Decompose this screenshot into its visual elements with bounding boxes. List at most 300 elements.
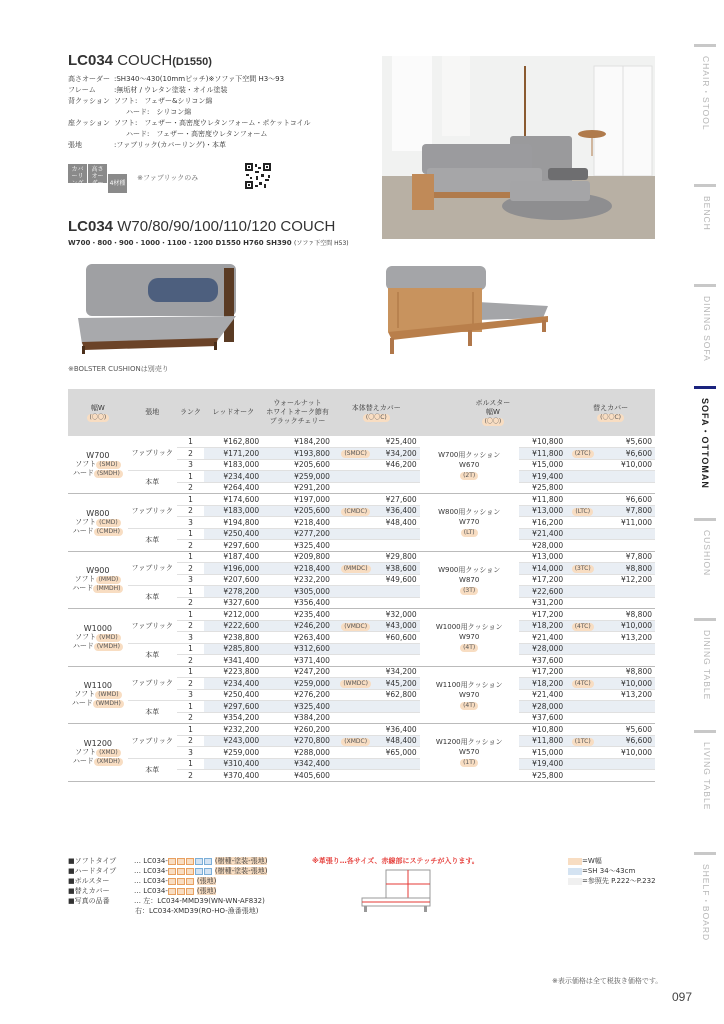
size-cell [68,609,128,667]
cover-price: ¥34,200 [378,666,419,678]
replace-code-cell [566,586,599,598]
replace-code: (4TC) [572,623,594,631]
replace-price: ¥10,000 [599,678,655,690]
replace-price: ¥10,000 [599,459,655,471]
legend-row [68,896,267,906]
size-cell [68,436,128,494]
swatch-icon [168,887,195,895]
hard-code-badge: (VMDH) [94,643,123,651]
header-cover: 本体替えカバー (〇〇C) [333,389,420,436]
walnut-price: ¥209,800 [262,551,333,563]
spec-list [68,74,311,151]
legend-value: … LC034- [134,877,168,885]
replace-code-cell [566,620,599,632]
cover-code-cell [333,448,378,460]
rank-cell: 1 [177,643,205,655]
rank-cell: 3 [177,574,205,586]
material-leather: 本革 [128,471,177,494]
legend-row [68,886,267,896]
legend-label: ■写真の品番 [68,897,110,905]
cover-code-cell [333,471,378,483]
spec-value: ソフト: フェザー&シリコン綿 [114,97,213,105]
table-row [68,551,655,563]
hard-label: ハード [71,699,93,708]
material-leather: 本革 [128,758,177,781]
hard-code [71,699,125,708]
cover-price [378,701,419,713]
sidebar-item-dining-sofa[interactable]: DINING SOFA [702,296,712,362]
cover-code-cell [333,712,378,724]
spec-row [68,129,311,140]
soft-code [71,690,125,699]
cover-price: ¥32,000 [378,609,419,621]
oak-price: ¥238,800 [204,632,262,644]
material-leather: 本革 [128,643,177,666]
cover-price: ¥48,400 [378,517,419,529]
bolster-width: W670 [459,460,480,469]
sidebar-marker [694,184,716,187]
walnut-price: ¥325,400 [262,540,333,552]
bolster-price: ¥25,800 [519,482,566,494]
replace-code-cell [566,563,599,575]
rank-cell: 3 [177,517,205,529]
replace-code-cell [566,494,599,506]
qr-code-icon[interactable] [244,162,272,190]
rank-cell: 2 [177,505,205,517]
soft-label: ソフト [75,632,97,641]
rank-cell: 3 [177,747,205,759]
replace-price: ¥13,200 [599,689,655,701]
bolster-name: W900用クッション [438,565,501,574]
replace-price: ¥6,600 [599,494,655,506]
dims-note: (ソファ下空間 H53) [294,240,349,247]
bolster-code: (4T) [460,644,478,652]
soft-code-badge: (WMD) [95,691,121,699]
bolster-name: W1100用クッション [435,680,503,689]
cover-price: ¥60,600 [378,632,419,644]
oak-price: ¥162,800 [204,436,262,448]
bolster-price: ¥19,400 [519,471,566,483]
replace-price: ¥12,200 [599,574,655,586]
legend-row [68,866,267,876]
subtitle-rest: W70/80/90/100/110/120 COUCH [117,218,336,235]
bolster-price: ¥17,200 [519,574,566,586]
rank-cell: 1 [177,758,205,770]
tag-covering: カバーリング [68,164,87,183]
soft-code [71,633,125,642]
cover-price: ¥27,600 [378,494,419,506]
footer-note: ※表示価格は全て税抜き価格です。 [552,977,663,985]
walnut-price: ¥384,200 [262,712,333,724]
bolster-price: ¥11,800 [519,448,566,460]
walnut-price: ¥246,200 [262,620,333,632]
sidebar-item-chair-stool[interactable]: CHAIR・STOOL [701,56,711,131]
price-table [68,389,655,782]
oak-price: ¥310,400 [204,758,262,770]
bolster-width: W770 [459,518,480,527]
replace-price: ¥7,800 [599,551,655,563]
bolster-price: ¥10,800 [519,436,566,448]
spec-label: 背クッション [68,97,110,105]
sidebar-item-bench[interactable]: BENCH [702,196,712,231]
walnut-price: ¥263,400 [262,632,333,644]
rank-cell: 2 [177,597,205,609]
replace-code-cell [566,540,599,552]
spec-label: 高さオーダー [68,75,110,83]
bolster-price: ¥37,600 [519,655,566,667]
hard-label: ハード [72,526,94,535]
dims-text: W700・800・900・1000・1100・1200 D1550 H760 SH390 [68,239,292,247]
oak-price: ¥232,200 [204,724,262,736]
size-cell [68,724,128,782]
rank-cell: 1 [177,551,205,563]
oak-price: ¥223,800 [204,666,262,678]
cover-code-cell [333,563,378,575]
hard-code [71,584,125,593]
hard-code-badge: (MMDH) [93,585,123,593]
walnut-price: ¥259,000 [262,678,333,690]
table-row [68,701,655,713]
oak-price: ¥222,600 [204,620,262,632]
cover-code: (XMDC) [341,738,370,746]
size-label: W800 [86,508,110,518]
cover-price: ¥48,400 [378,735,419,747]
bolster-price: ¥14,000 [519,563,566,575]
replace-code: (4TC) [572,680,594,688]
size-cell [68,551,128,609]
walnut-price: ¥235,400 [262,609,333,621]
cover-code-cell [333,701,378,713]
spec-row [68,118,311,129]
title-dim: (D1550) [172,56,212,68]
material-leather: 本革 [128,701,177,724]
cover-code-cell [333,517,378,529]
dimensions [68,238,349,249]
table-row [68,643,655,655]
cover-price [378,540,419,552]
oak-price: ¥194,800 [204,517,262,529]
spec-row [68,96,311,107]
replace-code-cell [566,735,599,747]
rank-cell: 1 [177,609,205,621]
product-subtitle [68,218,335,235]
bolster-code: (1T) [460,759,478,767]
material-fabric: ファブリック [128,494,177,529]
bolster-price: ¥13,000 [519,551,566,563]
swatch-icon [168,867,213,875]
replace-price [599,701,655,713]
spec-row [68,107,311,118]
rank-cell: 1 [177,436,205,448]
replace-price [599,528,655,540]
walnut-price: ¥247,200 [262,666,333,678]
oak-price: ¥187,400 [204,551,262,563]
bolster-price: ¥10,800 [519,724,566,736]
walnut-price: ¥205,600 [262,505,333,517]
cover-price [378,597,419,609]
room-photo [382,56,655,239]
replace-price [599,655,655,667]
product-title [68,52,212,69]
replace-price: ¥11,000 [599,517,655,529]
cover-price [378,770,419,782]
legend-value: … LC034- [134,857,168,865]
walnut-price: ¥232,200 [262,574,333,586]
material-leather: 本革 [128,586,177,609]
key-text: =SH 34〜43cm [582,867,636,875]
replace-code-cell [566,678,599,690]
walnut-price: ¥371,400 [262,655,333,667]
bolster-note: ※BOLSTER CUSHIONは別売り [68,365,169,373]
walnut-price: ¥270,800 [262,735,333,747]
oak-price: ¥207,600 [204,574,262,586]
replace-code: (1TC) [572,738,594,746]
title-model: LC034 [68,52,114,69]
replace-code-cell [566,712,599,724]
replace-price [599,586,655,598]
cover-price: ¥62,800 [378,689,419,701]
legend-note: (張地) [196,877,217,885]
cover-code: (SMDC) [341,450,369,458]
legend-value: … 左：LC034-MMD39(WN-WN-AF832) [134,897,265,905]
cover-code-cell [333,494,378,506]
cover-price: ¥38,600 [378,563,419,575]
cover-code-cell [333,678,378,690]
replace-code-cell [566,689,599,701]
rank-cell: 2 [177,678,205,690]
rank-cell: 2 [177,563,205,575]
legend-row [68,856,267,866]
walnut-price: ¥218,400 [262,517,333,529]
bolster-price: ¥21,400 [519,632,566,644]
legend-extra: 右：LC034-XMD39(RO-HO-漁番張地) [135,907,259,915]
spec-label: 張地 [68,141,82,149]
walnut-price: ¥184,200 [262,436,333,448]
bolster-price: ¥22,600 [519,586,566,598]
tag-note: ※ファブリックのみ [137,174,199,182]
cover-price [378,655,419,667]
oak-price: ¥264,400 [204,482,262,494]
bolster-price: ¥16,200 [519,517,566,529]
soft-code-badge: (XMD) [96,749,121,757]
spec-row [68,74,311,85]
bolster-price: ¥28,000 [519,643,566,655]
replace-code-cell [566,643,599,655]
bolster-price: ¥21,400 [519,528,566,540]
spec-label: 座クッション [68,119,110,127]
replace-code-cell [566,724,599,736]
bolster-price: ¥37,600 [519,712,566,724]
oak-price: ¥285,800 [204,643,262,655]
bolster-name-cell [420,494,519,552]
rank-cell: 1 [177,724,205,736]
oak-price: ¥250,400 [204,528,262,540]
bolster-name: W700用クッション [438,450,501,459]
size-label: W1100 [83,681,113,691]
hard-code [71,469,125,478]
bolster-price: ¥15,000 [519,747,566,759]
soft-code [71,575,125,584]
bolster-price: ¥17,200 [519,666,566,678]
replace-price [599,712,655,724]
legend-label: ■ソフトタイプ [68,857,117,865]
bolster-width: W970 [459,690,480,699]
sidebar-item-cushion[interactable]: CUSHION [702,530,712,577]
hard-code-badge: (CMDH) [94,528,123,536]
replace-code-cell [566,517,599,529]
cover-price [378,643,419,655]
replace-code: (2TC) [572,450,594,458]
bolster-price: ¥15,000 [519,459,566,471]
oak-price: ¥370,400 [204,770,262,782]
oak-price: ¥259,000 [204,747,262,759]
tag-row [68,164,198,193]
material-fabric: ファブリック [128,724,177,759]
cover-price [378,528,419,540]
replace-code-cell [566,701,599,713]
bolster-name-cell [420,724,519,782]
oak-price: ¥243,000 [204,735,262,747]
replace-code-cell [566,655,599,667]
walnut-price: ¥260,200 [262,724,333,736]
legend-note: (張地) [196,887,217,895]
table-row [68,609,655,621]
sidebar-item-shelf-board[interactable]: SHELF・BOARD [701,864,711,942]
walnut-price: ¥197,000 [262,494,333,506]
soft-code-badge: (VMD) [96,634,121,642]
legend-label: ■ボルスター [68,877,110,885]
oak-price: ¥327,600 [204,597,262,609]
replace-code-cell [566,436,599,448]
replace-code-cell [566,597,599,609]
cover-price: ¥29,800 [378,551,419,563]
rank-cell: 2 [177,655,205,667]
cover-code-cell [333,586,378,598]
rank-cell: 2 [177,540,205,552]
cover-price [378,471,419,483]
sidebar-marker [694,618,716,621]
cover-code-cell [333,747,378,759]
oak-price: ¥297,600 [204,540,262,552]
key-row [568,866,656,876]
sidebar-marker [694,518,716,521]
bolster-name-cell [420,609,519,667]
replace-price [599,597,655,609]
hard-code [71,757,125,766]
cover-code-cell [333,666,378,678]
key-row [568,856,656,866]
cover-code: (VMDC) [341,623,370,631]
size-cell [68,666,128,724]
replace-price [599,758,655,770]
rank-cell: 1 [177,666,205,678]
category-sidebar [684,0,724,1024]
oak-price: ¥278,200 [204,586,262,598]
soft-code [71,748,125,757]
rank-cell: 1 [177,494,205,506]
key-swatch [568,868,582,875]
sidebar-item-dining-table[interactable]: DINING TABLE [702,630,712,701]
walnut-price: ¥305,000 [262,586,333,598]
cover-code-cell [333,597,378,609]
rank-cell: 2 [177,620,205,632]
size-cell [68,494,128,552]
spec-value: :ファブリック(カバーリング)・本革 [114,141,226,149]
hard-label: ハード [72,469,94,477]
cover-code-cell [333,551,378,563]
oak-price: ¥183,000 [204,505,262,517]
cover-code-cell [333,528,378,540]
header-walnut: ウォールナット ホワイトオーク節有 ブラックチェリー [262,389,333,436]
spec-label: フレーム [68,86,96,94]
key-row [568,876,656,886]
oak-price: ¥354,200 [204,712,262,724]
walnut-price: ¥291,200 [262,482,333,494]
legend-label: ■替えカバー [68,887,110,895]
sidebar-item-sofa-ottoman[interactable]: SOFA・OTTOMAN [700,398,710,489]
table-row [68,494,655,506]
bolster-width: W570 [459,748,480,757]
bolster-name-cell [420,666,519,724]
key-legend [568,856,656,886]
sidebar-item-living-table[interactable]: LIVING TABLE [702,742,712,811]
soft-code-badge: (MMD) [96,576,122,584]
sidebar-marker [694,284,716,287]
cover-code-cell [333,770,378,782]
bolster-code: (LT) [461,529,478,537]
bolster-code: (4T) [460,702,478,710]
spec-row [68,85,311,96]
replace-code-cell [566,574,599,586]
key-swatch [568,878,582,885]
header-bolster: ボルスター 幅W (〇〇) [420,389,567,436]
oak-price: ¥212,000 [204,609,262,621]
cover-code: (MMDC) [341,565,371,573]
rank-cell: 3 [177,459,205,471]
cover-price: ¥65,000 [378,747,419,759]
rank-cell: 2 [177,735,205,747]
bolster-price: ¥28,000 [519,701,566,713]
replace-price: ¥8,800 [599,609,655,621]
bolster-width: W970 [459,633,480,642]
spec-value: :SH340～430(10mmピッチ)※ソファ下空間 H3～93 [114,75,285,83]
bolster-name: W800用クッション [438,508,501,517]
key-text: =W幅 [582,857,602,865]
bolster-width: W870 [459,575,480,584]
walnut-price: ¥259,000 [262,471,333,483]
replace-code-cell [566,505,599,517]
cover-code-cell [333,609,378,621]
walnut-price: ¥288,000 [262,747,333,759]
bolster-price: ¥13,000 [519,505,566,517]
bolster-price: ¥25,800 [519,770,566,782]
key-swatch [568,858,582,865]
cover-code: (WMDC) [340,680,371,688]
cover-code-cell [333,735,378,747]
replace-code: (LTC) [572,508,593,516]
size-label: W900 [86,566,110,576]
oak-price: ¥183,000 [204,459,262,471]
soft-label: ソフト [75,517,97,526]
replace-code-cell [566,747,599,759]
table-row [68,528,655,540]
rank-cell: 1 [177,528,205,540]
material-fabric: ファブリック [128,551,177,586]
soft-code-badge: (CMD) [96,519,121,527]
size-label: W1200 [83,738,113,748]
replace-code-cell [566,666,599,678]
bolster-price: ¥21,400 [519,689,566,701]
